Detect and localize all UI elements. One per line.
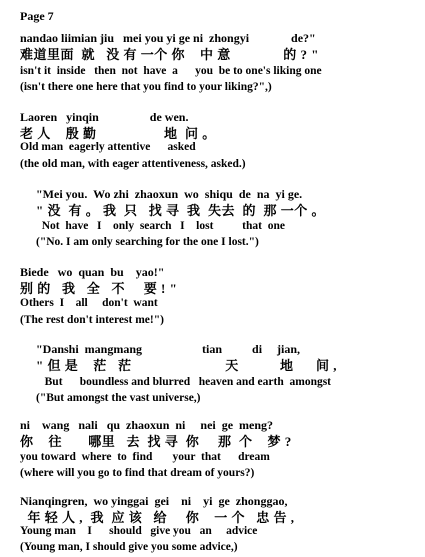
chinese-line: 老 人 殷 勤 地 问 。: [20, 126, 216, 141]
translation-line: (the old man, with eager attentiveness, asked.): [20, 158, 246, 170]
chinese-line: " 没 有 。 我 只 找 寻 我 失去 的 那 一个 。: [36, 203, 325, 218]
gloss-line: Others I all don't want: [20, 297, 158, 309]
pinyin-line: Nianqingren, wo yinggai gei ni yi ge zhonggao,: [20, 494, 288, 508]
translation-line: (The rest don't interest me!"): [20, 314, 164, 326]
chinese-line: 别 的 我 全 不 要 ! ": [20, 281, 178, 296]
translation-line: (Young man, I should give you some advice,): [20, 541, 238, 553]
gloss-line: isn't it inside then not have a you be to one's liking one: [20, 65, 322, 77]
gloss-line: you toward where to find your that dream: [20, 451, 270, 463]
page-number: Page 7: [20, 9, 54, 23]
translation-line: (isn't there one here that you find to your liking?",): [20, 81, 272, 93]
pinyin-line: Biede wo quan bu yao!": [20, 265, 165, 279]
translation-line: (where will you go to find that dream of yours?): [20, 467, 255, 479]
pinyin-line: ni wang nali qu zhaoxun ni nei ge meng?: [20, 418, 274, 432]
chinese-line: 难道里面 就 没 有 一个 你 中 意 的 ? ": [20, 47, 319, 62]
pinyin-line: "Danshi mangmang tian di jian,: [36, 342, 301, 356]
pinyin-line: "Mei you. Wo zhi zhaoxun wo shiqu de na yi ge.: [36, 187, 303, 201]
pinyin-line: Laoren yinqin de wen.: [20, 110, 189, 124]
translation-line: ("But amongst the vast universe,): [36, 392, 201, 404]
pinyin-line: nandao liimian jiu mei you yi ge ni zhongyi de?": [20, 31, 316, 45]
gloss-line: Old man eagerly attentive asked: [20, 141, 196, 153]
chinese-line: 年 轻 人 , 我 应 该 给 你 一 个 忠 告 ,: [20, 510, 295, 525]
gloss-line: Young man I should give you an advice: [20, 525, 258, 537]
chinese-line: 你 往 哪里 去 找 寻 你 那 个 梦 ?: [20, 434, 292, 449]
chinese-line: " 但 是 茫 茫 天 地 间 ,: [36, 358, 337, 373]
translation-line: ("No. I am only searching for the one I lost."): [36, 236, 259, 248]
gloss-line: Not have I only search I lost that one: [36, 220, 285, 232]
gloss-line: But boundless and blurred heaven and earth amongst: [36, 376, 332, 388]
